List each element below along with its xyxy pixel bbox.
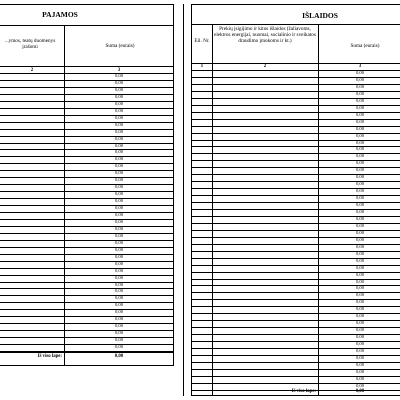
income-row-sum: 0,00: [114, 142, 124, 148]
income-header-divider: [0, 66, 174, 67]
income-row-sum: 0,00: [114, 239, 124, 245]
expense-row-sum: 0,00: [355, 146, 365, 152]
income-row-sum: 0,00: [114, 232, 124, 238]
income-sum-header: Suma (eurais): [105, 43, 135, 49]
income-row-sum: 0,00: [114, 100, 124, 106]
income-desc-header: ...ymos, teatų duomenys įrašomi: [4, 38, 56, 50]
income-row-sum: 0,00: [114, 267, 124, 273]
income-row-sum: 0,00: [114, 107, 124, 113]
income-row-sum: 0,00: [114, 225, 124, 231]
expense-row-sum: 0,00: [355, 368, 365, 374]
income-row-sum: 0,00: [114, 253, 124, 259]
expense-row-sum: 0,00: [355, 229, 365, 235]
expense-title-divider: [192, 24, 400, 25]
income-row-sum: 0,00: [114, 330, 124, 336]
expense-row-sum: 0,00: [355, 354, 365, 360]
expense-row-sum: 0,00: [355, 181, 365, 187]
expense-total-value: 0,00: [355, 389, 365, 394]
income-row-sum: 0,00: [114, 149, 124, 155]
expense-no-header: Eil. Nr.: [194, 38, 210, 44]
expense-row-sum: 0,00: [355, 382, 365, 388]
expense-row-sum: 0,00: [355, 153, 365, 159]
income-row-sum: 0,00: [114, 198, 124, 204]
expense-row-sum: 0,00: [355, 243, 365, 249]
expense-row-sum: 0,00: [355, 174, 365, 180]
income-row-sum: 0,00: [114, 184, 124, 190]
income-row-sum: 0,00: [114, 295, 124, 301]
expense-row-sum: 0,00: [355, 285, 365, 291]
expense-row-sum: 0,00: [355, 348, 365, 353]
expense-row-sum: 0,00: [355, 83, 365, 89]
expense-row-sum: 0,00: [355, 313, 365, 319]
income-row-sum: 0,00: [114, 156, 124, 162]
expense-desc-colnum: 2: [263, 64, 267, 69]
expense-row-sum: 0,00: [355, 215, 365, 221]
income-row-sum: 0,00: [114, 79, 124, 85]
expense-row-sum: 0,00: [355, 132, 365, 138]
expense-row-sum: 0,00: [355, 334, 365, 340]
income-row-sum: 0,00: [114, 288, 124, 294]
expense-row-sum: 0,00: [355, 375, 365, 381]
income-total-value: 0,00: [114, 354, 124, 359]
income-row-sum: 0,00: [114, 344, 124, 350]
expense-desc-header: Prekių įsigijimo ir kitos išlaidos (žaliavoms, elektros energijai, nuomai, socialinio ir sveikatos draudimo įmokoms ir kt.): [214, 26, 316, 44]
expense-row-sum: 0,00: [355, 250, 365, 256]
expense-row-sum: 0,00: [355, 202, 365, 208]
expense-row-sum: 0,00: [355, 125, 365, 131]
expense-row-sum: 0,00: [355, 104, 365, 110]
income-row-sum: 0,00: [114, 86, 124, 92]
expense-sum-colnum: 3: [358, 64, 362, 69]
income-desc-colnum: 2: [30, 68, 34, 73]
income-row-sum: 0,00: [114, 191, 124, 197]
expense-row-sum: 0,00: [355, 76, 365, 82]
expense-row-sum: 0,00: [355, 222, 365, 228]
expense-row-sum: 0,00: [355, 327, 365, 333]
income-row-sum: 0,00: [114, 246, 124, 252]
income-total-label: Iš viso lape:: [37, 354, 62, 359]
income-row-sum: 0,00: [114, 302, 124, 308]
income-row-sum: 0,00: [114, 93, 124, 99]
expense-title: IŠLAIDOS: [302, 11, 338, 20]
expense-row-sum: 0,00: [355, 90, 365, 96]
expense-row-sum: 0,00: [355, 306, 365, 312]
income-sum-colnum: 3: [117, 68, 121, 73]
expense-row-sum: 0,00: [355, 299, 365, 305]
income-total-divider: [0, 352, 174, 353]
expense-row-sum: 0,00: [355, 292, 365, 298]
expense-row-sum: 0,00: [355, 264, 365, 270]
expense-row-sum: 0,00: [355, 209, 365, 214]
income-row-sum: 0,00: [114, 323, 124, 329]
income-row-sum: 0,00: [114, 121, 124, 127]
expense-row-sum: 0,00: [355, 188, 365, 194]
expense-sum-header: Suma (eurais): [350, 43, 380, 49]
income-row-sum: 0,00: [114, 163, 124, 169]
income-row-sum: 0,00: [114, 212, 124, 217]
income-row-sum: 0,00: [114, 337, 124, 343]
expense-row-sum: 0,00: [355, 160, 365, 166]
income-row-sum: 0,00: [114, 281, 124, 287]
expense-row-sum: 0,00: [355, 167, 365, 173]
expense-row-sum: 0,00: [355, 195, 365, 201]
income-row-sum: 0,00: [114, 73, 124, 78]
expense-row-sum: 0,00: [355, 111, 365, 117]
income-title-divider: [0, 25, 174, 26]
expense-row-sum: 0,00: [355, 361, 365, 367]
income-row-sum: 0,00: [114, 177, 124, 183]
income-row-sum: 0,00: [114, 205, 124, 211]
expense-row-sum: 0,00: [355, 139, 365, 145]
expense-row-sum: 0,00: [355, 236, 365, 242]
income-row-sum: 0,00: [114, 260, 124, 266]
income-row-sum: 0,00: [114, 128, 124, 134]
income-row-sum: 0,00: [114, 218, 124, 224]
expense-row-sum: 0,00: [355, 271, 365, 277]
expense-row-sum: 0,00: [355, 320, 365, 326]
expense-row-sum: 0,00: [355, 70, 365, 75]
expense-row-sum: 0,00: [355, 97, 365, 103]
expense-row-sum: 0,00: [355, 118, 365, 124]
income-row-sum: 0,00: [114, 316, 124, 322]
income-row-sum: 0,00: [114, 274, 124, 280]
expense-row-sum: 0,00: [355, 278, 365, 284]
income-row-sum: 0,00: [114, 309, 124, 315]
income-row-sum: 0,00: [114, 170, 124, 176]
expense-no-colnum: 1: [200, 64, 204, 69]
expense-total-label: Iš viso lape:: [291, 389, 316, 394]
income-row-sum: 0,00: [114, 114, 124, 120]
page-fold-line: [183, 4, 184, 396]
expense-row-sum: 0,00: [355, 341, 365, 347]
income-title: PAJAMOS: [42, 10, 78, 19]
income-row-sum: 0,00: [114, 135, 124, 141]
expense-row-sum: 0,00: [355, 257, 365, 263]
